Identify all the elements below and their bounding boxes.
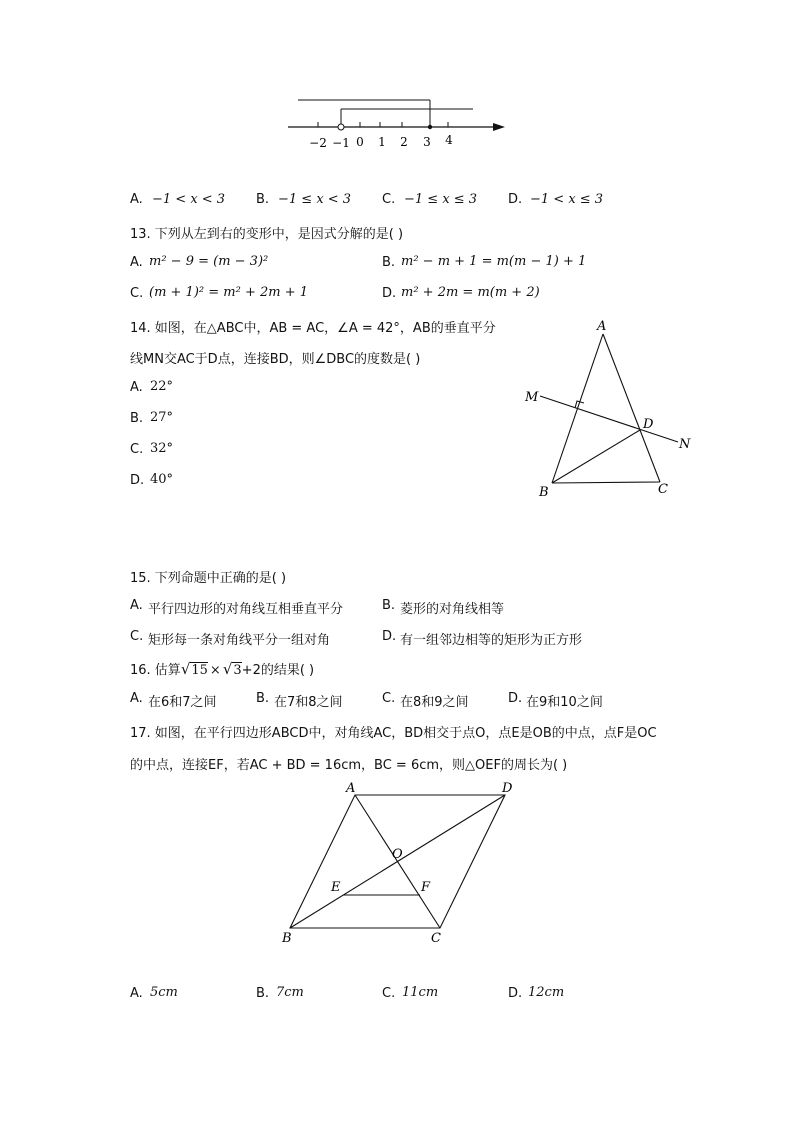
- option-text: 11cm: [402, 985, 439, 1000]
- option-text: 有一组邻边相等的矩形为正方形: [400, 633, 583, 648]
- option-letter: A.: [130, 986, 143, 1001]
- sqrt-sign-icon: √: [222, 660, 233, 678]
- tick-label: 1: [378, 135, 386, 149]
- option-letter: D.: [508, 192, 523, 207]
- option-letter: D.: [382, 629, 397, 644]
- question-stem-line2: 线MN交AC于D点，连接BD，则∠DBC的度数是( ): [130, 352, 421, 367]
- vertex-label-d: D: [502, 781, 513, 796]
- option-text: −1 ≤ x < 3: [278, 192, 352, 207]
- option-text: 27°: [150, 410, 174, 425]
- option-text: 22°: [150, 379, 174, 394]
- option-text: 在6和7之间: [148, 695, 217, 710]
- option-letter: B.: [382, 255, 396, 270]
- radicand-3: 3: [233, 663, 242, 678]
- vertex-label-a: A: [597, 319, 607, 334]
- point-label-f: F: [421, 880, 431, 895]
- question-stem: [130, 659, 314, 678]
- question-stem: 13. 下列从左到右的变形中，是因式分解的是( ): [130, 227, 404, 242]
- option-letter: B.: [256, 986, 270, 1001]
- option-letter: C.: [382, 691, 396, 706]
- option-letter: B.: [256, 691, 270, 706]
- sqrt-sign-icon: √: [180, 660, 191, 678]
- point-label-o: O: [392, 847, 403, 862]
- vertex-label-c: C: [431, 931, 441, 946]
- option-letter: A.: [130, 255, 143, 270]
- number-line-figure: [280, 92, 520, 154]
- parallelogram-figure: [275, 778, 525, 948]
- vertex-label-c: C: [658, 482, 668, 497]
- option-text: 菱形的对角线相等: [400, 602, 505, 617]
- option-letter: D.: [130, 473, 145, 488]
- tick-label: 4: [445, 133, 453, 147]
- option-letter: B.: [382, 598, 396, 613]
- option-letter: C.: [382, 192, 396, 207]
- times-sign: ×: [209, 663, 221, 678]
- option-letter: D.: [382, 286, 397, 301]
- vertex-label-a: A: [346, 781, 356, 796]
- option-letter: C.: [130, 629, 144, 644]
- option-text: −1 < x ≤ 3: [530, 192, 604, 207]
- option-letter: A.: [130, 380, 143, 395]
- option-text: m² − m + 1 = m(m − 1) + 1: [401, 254, 587, 269]
- option-text: 在8和9之间: [400, 695, 469, 710]
- option-text: (m + 1)² = m² + 2m + 1: [149, 285, 308, 300]
- option-text: 在7和8之间: [274, 695, 343, 710]
- vertex-label-b: B: [282, 931, 292, 946]
- tick-label: −1: [332, 136, 350, 150]
- stem-suffix: +2的结果( ): [241, 663, 315, 678]
- option-text: −1 ≤ x ≤ 3: [404, 192, 478, 207]
- point-label-e: E: [331, 880, 341, 895]
- option-letter: C.: [130, 286, 144, 301]
- option-text: 在9和10之间: [526, 695, 603, 710]
- point-label-n: N: [679, 437, 691, 452]
- tick-label: 0: [356, 135, 364, 149]
- option-letter: A.: [130, 192, 143, 207]
- option-text: 矩形每一条对角线平分一组对角: [148, 633, 331, 648]
- option-text: 7cm: [276, 985, 304, 1000]
- point-label-d: D: [643, 417, 654, 432]
- option-text: m² − 9 = (m − 3)²: [149, 254, 269, 269]
- radicand-15: 15: [191, 663, 208, 678]
- option-letter: B.: [256, 192, 270, 207]
- option-text: m² + 2m = m(m + 2): [401, 285, 540, 300]
- option-text: −1 < x < 3: [152, 192, 226, 207]
- tick-label: 2: [400, 135, 408, 149]
- option-letter: D.: [508, 986, 523, 1001]
- tick-label: 3: [423, 135, 431, 149]
- question-stem: 15. 下列命题中正确的是( ): [130, 571, 287, 586]
- stem-prefix: 16. 估算: [130, 663, 181, 678]
- option-letter: A.: [130, 598, 143, 613]
- option-text: 40°: [150, 472, 174, 487]
- triangle-figure: [515, 312, 700, 504]
- option-text: 12cm: [528, 985, 565, 1000]
- option-letter: C.: [130, 442, 144, 457]
- vertex-label-b: B: [539, 485, 549, 500]
- option-text: 32°: [150, 441, 174, 456]
- question-stem-line2: 的中点，连接EF，若AC + BD = 16cm，BC = 6cm，则△OEF的周长为( ): [130, 758, 568, 773]
- option-text: 平行四边形的对角线互相垂直平分: [148, 602, 344, 617]
- option-letter: C.: [382, 986, 396, 1001]
- question-stem-line1: 14. 如图，在△ABC中，AB = AC，∠A = 42°，AB的垂直平分: [130, 321, 496, 336]
- option-text: 5cm: [150, 985, 178, 1000]
- option-letter: B.: [130, 411, 144, 426]
- tick-label: −2: [309, 136, 327, 150]
- option-letter: A.: [130, 691, 143, 706]
- option-letter: D.: [508, 691, 523, 706]
- point-label-m: M: [525, 390, 539, 405]
- question-stem-line1: 17. 如图，在平行四边形ABCD中，对角线AC，BD相交于点O，点E是OB的中点，点F是OC: [130, 726, 657, 741]
